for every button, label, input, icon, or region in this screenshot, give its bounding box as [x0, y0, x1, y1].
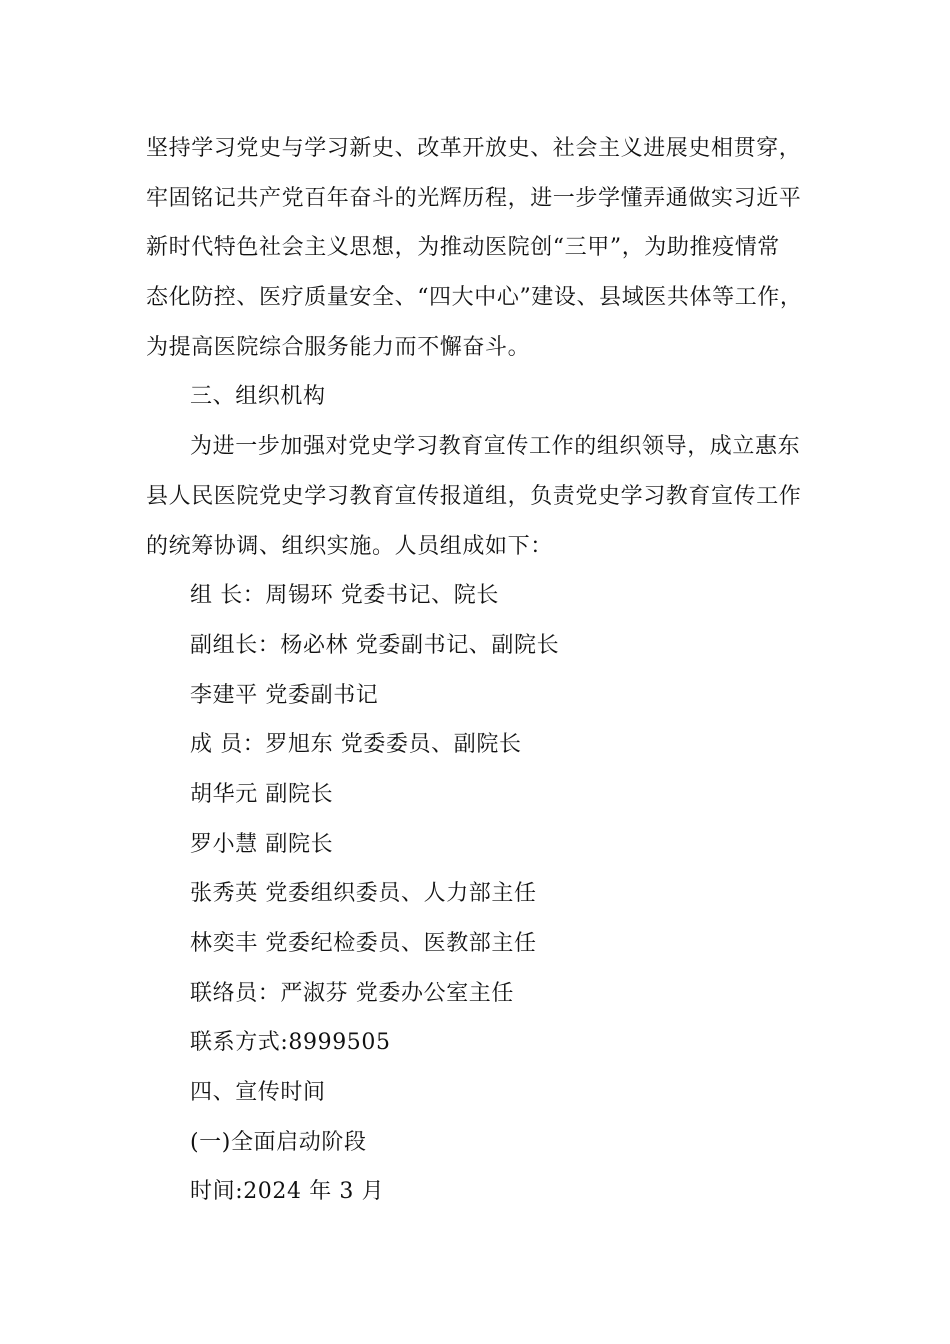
member-line-member-5: 林奕丰 党委纪检委员、医教部主任	[190, 931, 537, 956]
member-line-deputy-2: 李建平 党委副书记	[190, 682, 379, 708]
paragraph-2-line-3: 的统筹协调、组织实施。人员组成如下：	[146, 533, 553, 559]
section-3-heading: 三、组织机构	[190, 384, 326, 410]
time-line: 时间:2024 年 3 月	[190, 1179, 385, 1205]
member-line-member-4: 张秀英 党委组织委员、人力部主任	[190, 881, 537, 907]
subsection-1-heading: (一)全面启动阶段	[190, 1129, 367, 1155]
paragraph-1-line-1: 坚持学习党史与学习新史、改革开放史、社会主义进展史相贯穿，	[146, 136, 802, 161]
member-line-member-3: 罗小慧 副院长	[190, 831, 334, 857]
member-line-leader: 组 长：周锡环 党委书记、院长	[190, 583, 499, 609]
section-4-heading: 四、宣传时间	[190, 1080, 326, 1106]
paragraph-2-line-1: 为进一步加强对党史学习教育宣传工作的组织领导，成立惠东	[190, 434, 801, 460]
member-line-deputy-leader: 副组长：杨必林 党委副书记、副院长	[190, 632, 560, 658]
paragraph-1-line-2: 牢固铭记共产党百年奋斗的光辉历程，进一步学懂弄通做实习近平	[146, 185, 802, 211]
paragraph-2-line-2: 县人民医院党史学习教育宣传报道组，负责党史学习教育宣传工作	[146, 483, 802, 509]
member-line-liaison: 联络员：严淑芬 党委办公室主任	[190, 980, 514, 1006]
paragraph-1-line-4: 态化防控、医疗质量安全、“四大中心”建设、县域医共体等工作，	[146, 285, 803, 311]
paragraph-1-line-3: 新时代特色社会主义思想，为推动医院创“三甲”，为助推疫情常	[146, 235, 780, 261]
paragraph-1-line-5: 为提高医院综合服务能力而不懈奋斗。	[146, 334, 531, 360]
document-body	[146, 124, 836, 1217]
member-line-member-2: 胡华元 副院长	[190, 781, 334, 807]
contact-line: 联系方式:8999505	[190, 1030, 391, 1056]
member-line-members: 成 员：罗旭东 党委委员、副院长	[190, 732, 522, 758]
